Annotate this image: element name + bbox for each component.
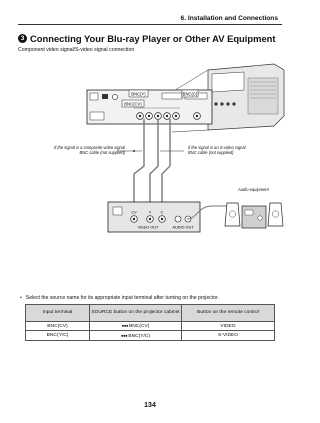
table-header-row	[26, 305, 275, 322]
input-terminal-table	[25, 304, 275, 341]
connection-diagram-drawing	[12, 56, 288, 288]
table-cell-terminal: BNC(CV)	[26, 322, 90, 331]
table-header-cell: SOURCE button on the projector cabinet	[90, 305, 182, 322]
table-row	[26, 331, 275, 340]
table-header-cell: Button on the remote control	[182, 305, 275, 322]
section-title	[18, 33, 276, 44]
table-cell-source-text: BNC(CV)	[129, 324, 150, 330]
composite-label	[54, 145, 125, 155]
port-label-bnc-c: BNC(C)	[182, 91, 198, 97]
chapter-header: 6. Installation and Connections	[180, 15, 278, 22]
connection-diagram	[12, 56, 288, 288]
table-cell-remote: S-VIDEO	[182, 331, 275, 340]
page-number: 134	[144, 402, 156, 409]
note	[20, 295, 219, 301]
table-header-cell: Input terminal	[26, 305, 90, 322]
av-port-y: Y	[148, 210, 152, 215]
port-label-bnc-cv: BNC(CV)	[124, 101, 142, 107]
header-rule	[18, 24, 282, 25]
composite-label-line2: BNC cable (not supplied)	[79, 150, 125, 155]
av-equipment-illustration	[108, 202, 200, 232]
table-cell-source	[90, 322, 182, 331]
table-cell-remote: VIDEO	[182, 322, 275, 331]
table-cell-terminal: BNC(Y/C)	[26, 331, 90, 340]
projector-terminal-panel	[87, 90, 212, 124]
table-row	[26, 322, 275, 331]
av-port-video-out: VIDEO OUT	[137, 225, 159, 230]
indicator-dots-icon: ●●●	[121, 323, 128, 329]
svideo-label-line1: If the signal is an S-video signal	[188, 145, 246, 150]
svideo-label	[188, 145, 246, 155]
section-title-text: Connecting Your Blu-ray Player or Other AV Equipment	[30, 33, 276, 44]
note-bullet: •	[20, 295, 22, 301]
svideo-label-line2: BNC cable (not supplied)	[188, 150, 234, 155]
audio-equipment-label: Audio equipment	[238, 187, 269, 192]
table-cell-source-text: BNC(Y/C)	[128, 333, 151, 339]
indicator-dots-icon: ●●●	[120, 332, 128, 338]
note-text: Select the source name for its appropriate input terminal after turning on the projector.	[25, 295, 219, 301]
port-label-bnc-y: BNC(Y)	[131, 91, 146, 97]
av-port-cv: CV	[131, 210, 137, 215]
section-subtitle: Component video signal/S-video signal connection	[18, 47, 135, 53]
section-number-badge: 3	[18, 34, 27, 43]
av-port-c: C	[160, 210, 164, 215]
audio-equipment-illustration	[187, 203, 283, 228]
composite-label-line1: If the signal is a composite video signal	[54, 145, 125, 150]
bnc-cables	[117, 119, 184, 216]
av-port-audio-out: AUDIO OUT	[172, 225, 194, 230]
table-cell-source	[90, 331, 182, 340]
